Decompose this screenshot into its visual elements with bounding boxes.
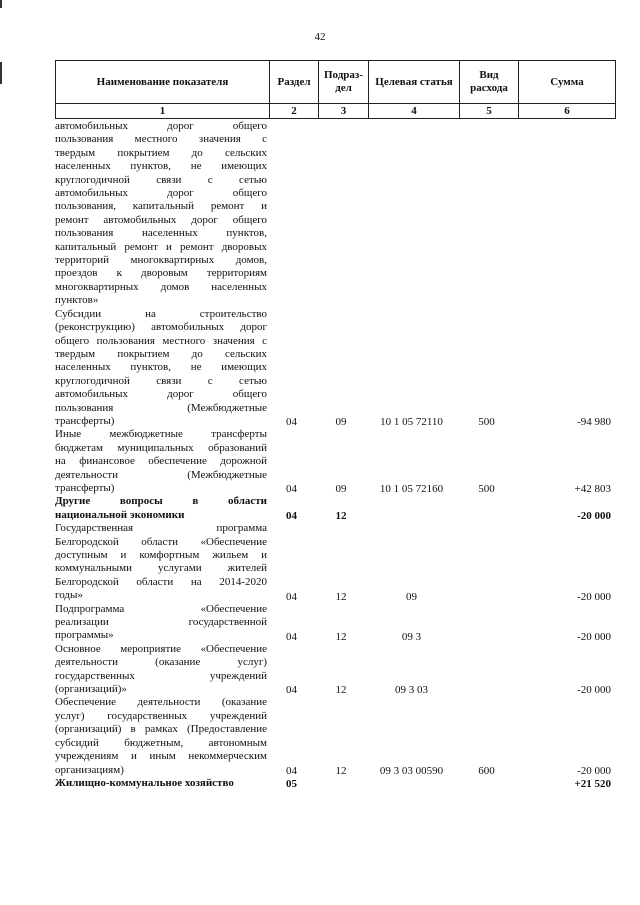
row-text-line: трансферты) [55, 414, 115, 427]
row-section: 04 [286, 510, 297, 523]
row-text-line: автомобильных дорог общего [55, 388, 267, 401]
row-text-line: ремонт автомобильных дорог общего [55, 213, 267, 226]
row-sum: -20 000 [577, 590, 611, 603]
row-section: 04 [286, 684, 297, 697]
row-target-item: 10 1 05 72110 [380, 416, 443, 429]
row-text-line: Государственная программа [55, 522, 267, 535]
row-text-line: общего пользования местного значения с [55, 334, 267, 347]
row-target-item: 09 3 03 [395, 684, 428, 697]
row-text-line: пользования населенных пунктов, [55, 227, 267, 240]
row-text-line: Субсидии на строительство [55, 307, 267, 320]
row-text-line: учреждениям и иным некоммерческим [55, 750, 267, 763]
col-number-2: 2 [270, 104, 319, 119]
scan-edge-mark-top [0, 0, 2, 8]
row-text-line: проездов к дворовым территориям [55, 267, 267, 280]
row-text-line: твердым покрытием до сельских [55, 146, 267, 159]
budget-table-body [55, 120, 615, 790]
row-text-line: организациям) [55, 763, 124, 776]
table-row [55, 696, 615, 776]
row-text-line: годы» [55, 589, 83, 602]
row-subsection: 09 [335, 416, 347, 429]
row-text-line: национальной экономики [55, 508, 185, 521]
row-subsection: 12 [335, 590, 347, 603]
row-text-line: пользования (Межбюджетные [55, 401, 267, 414]
row-text-line: Жилищно-коммунальное хозяйство [55, 776, 234, 789]
row-text-line: автомобильных дорог общего [55, 120, 267, 132]
table-row [55, 428, 615, 495]
row-text-line: круглогодичной связи с сетью [55, 173, 267, 186]
row-subsection: 12 [335, 630, 347, 643]
row-text-line: территорий многоквартирных домов, [55, 254, 267, 267]
col-number-6: 6 [519, 104, 616, 119]
header-subsection: Подраз-дел [319, 61, 369, 104]
row-sum: -20 000 [577, 510, 611, 523]
table-row [55, 522, 615, 602]
row-text-line: на финансовое обеспечение дорожной [55, 455, 267, 468]
header-expense-type: Вид расхода [460, 61, 519, 104]
row-target-item: 09 3 03 00590 [379, 764, 444, 777]
page-number: 42 [314, 31, 326, 43]
header-target-item: Целевая статья [369, 61, 460, 104]
row-subsection: 12 [335, 510, 347, 523]
row-text-line: программы» [55, 629, 114, 642]
row-text-line: Другие вопросы в области [55, 495, 267, 508]
row-sum: +42 803 [574, 483, 611, 496]
row-indicator-name [55, 603, 267, 643]
row-text-line: деятельности (Межбюджетные [55, 468, 267, 481]
row-text-line: (организаций)» [55, 683, 127, 696]
row-text-line: населенных пунктов, не имеющих [55, 160, 267, 173]
row-indicator-name [55, 495, 267, 522]
row-section: 04 [286, 416, 297, 429]
table-row [55, 603, 615, 643]
row-text-line: деятельности (оказание услуг) [55, 656, 267, 669]
table-row [55, 120, 615, 308]
row-target-item: 10 1 05 72160 [379, 483, 444, 496]
row-indicator-name [55, 696, 267, 776]
row-text-line: услуг) государственных учреждений [55, 709, 267, 722]
row-section: 04 [286, 590, 297, 603]
table-row [55, 308, 615, 429]
row-text-line: Подпрограмма «Обеспечение [55, 602, 267, 615]
col-number-4: 4 [369, 104, 460, 119]
scan-edge-mark-left [0, 62, 2, 84]
row-indicator-name [55, 308, 267, 429]
row-indicator-name [55, 643, 267, 697]
row-text-line: круглогодичной связи с сетью [55, 374, 267, 387]
row-text-line: автомобильных дорог общего [55, 187, 267, 200]
table-row [55, 777, 615, 790]
row-subsection: 12 [335, 764, 347, 777]
row-target-item: 09 [406, 590, 417, 603]
header-indicator-name: Наименование показателя [56, 61, 270, 104]
row-indicator-name [55, 777, 267, 790]
row-sum: -20 000 [577, 630, 611, 643]
col-number-3: 3 [319, 104, 369, 119]
row-expense-type: 500 [478, 483, 495, 496]
col-number-5: 5 [460, 104, 519, 119]
row-text-line: (реконструкцию) автомобильных дорог [55, 321, 267, 334]
row-section: 04 [286, 483, 297, 496]
header-sum: Сумма [519, 61, 616, 104]
row-subsection: 09 [335, 483, 347, 496]
row-text-line: твердым покрытием до сельских [55, 347, 267, 360]
row-text-line: населенных пунктов, не имеющих [55, 361, 267, 374]
table-row [55, 495, 615, 522]
row-target-item: 09 3 [401, 630, 422, 643]
row-text-line: государственных учреждений [55, 669, 267, 682]
row-indicator-name [55, 428, 267, 495]
row-expense-type: 500 [478, 416, 495, 429]
col-number-1: 1 [56, 104, 270, 119]
row-section: 04 [286, 764, 297, 777]
row-indicator-name [55, 120, 267, 308]
row-text-line: пользования местного значения с [55, 133, 267, 146]
row-text-line: многоквартирных домов населенных [55, 280, 267, 293]
row-sum: +21 520 [574, 778, 611, 791]
row-expense-type: 600 [478, 764, 495, 777]
row-text-line: трансферты) [55, 481, 115, 494]
row-text-line: Белгородской области «Обеспечение [55, 535, 267, 548]
row-sum: -20 000 [577, 684, 611, 697]
row-text-line: (организаций) в рамках (Предоставление [55, 723, 267, 736]
table-row [55, 643, 615, 697]
row-text-line: пунктов» [55, 294, 99, 307]
row-section: 04 [286, 630, 297, 643]
row-text-line: субсидий бюджетным, автономным [55, 736, 267, 749]
row-text-line: капитальный ремонт и ремонт дворовых [55, 240, 267, 253]
row-text-line: пользования, капитальный ремонт и [55, 200, 267, 213]
row-text-line: Обеспечение деятельности (оказание [55, 696, 267, 709]
row-text-line: коммунальными услугами жителей [55, 562, 267, 575]
header-section: Раздел [270, 61, 319, 104]
row-text-line: Основное мероприятие «Обеспечение [55, 642, 267, 655]
row-text-line: Белгородской области на 2014-2020 [55, 575, 267, 588]
row-text-line: доступным и комфортным жильем и [55, 549, 267, 561]
row-indicator-name [55, 522, 267, 602]
budget-table-header [55, 60, 616, 119]
row-sum: -94 980 [577, 416, 611, 429]
row-text-line: реализации государственной [55, 616, 267, 629]
row-sum: -20 000 [577, 764, 611, 777]
row-text-line: бюджетам муниципальных образований [55, 441, 267, 454]
row-section: 05 [286, 778, 297, 791]
row-subsection: 12 [335, 684, 347, 697]
row-text-line: Иные межбюджетные трансферты [55, 428, 267, 441]
